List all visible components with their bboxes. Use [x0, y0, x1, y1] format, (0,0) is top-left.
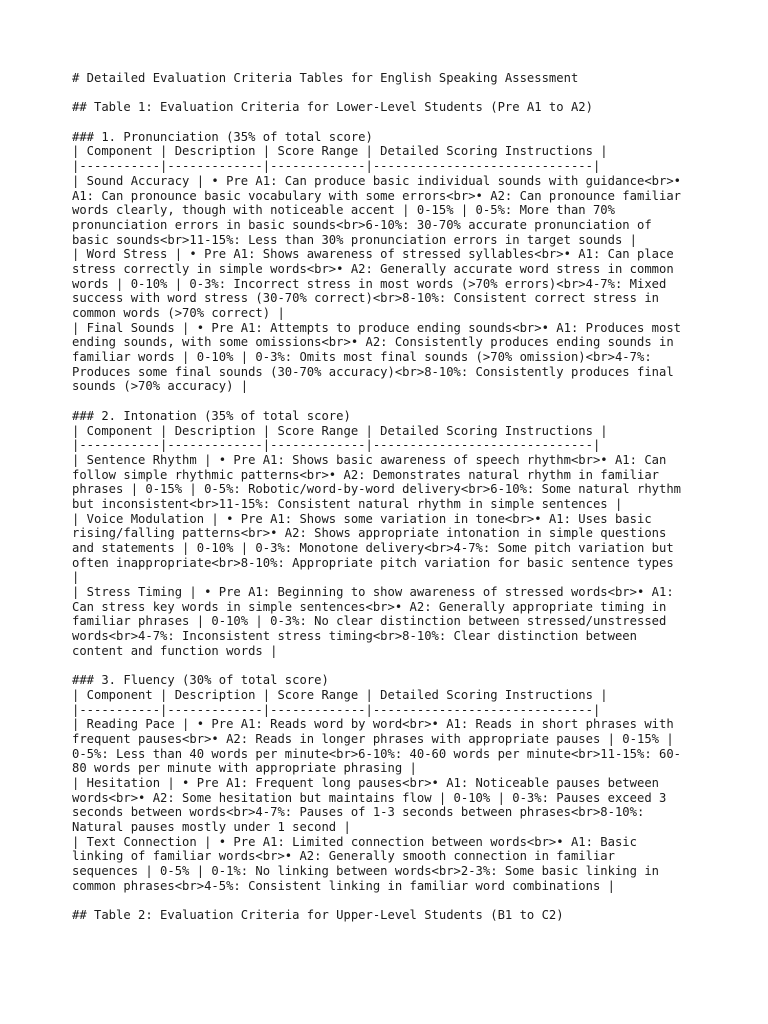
text-line: and statements | 0-10% | 0-3%: Monotone delivery<br>4-7%: Some pitch variation but: [72, 541, 674, 555]
text-line: | Sound Accuracy | • Pre A1: Can produce basic individual sounds with guidance<br>•: [72, 173, 682, 188]
text-line: | Hesitation | • Pre A1: Frequent long pauses<br>• A1: Noticeable pauses between: [72, 776, 659, 790]
blank-line: [72, 115, 702, 130]
table-heading: ## Table 2: Evaluation Criteria for Upper-Level Students (B1 to C2): [72, 908, 564, 923]
section-heading: ### 1. Pronunciation (35% of total score): [72, 129, 373, 144]
text-line: Natural pauses mostly under 1 second |: [72, 820, 351, 835]
text-line: basic sounds<br>11-15%: Less than 30% pronunciation errors in target sounds |: [72, 232, 637, 247]
text-line: ending sounds, with some omissions<br>• A2: Consistently produces ending sounds in: [72, 335, 674, 350]
blank-line: [72, 394, 702, 409]
table-separator: |-----------|-------------|-------------|------------------------------|: [72, 159, 601, 174]
text-line: words<br>• A2: Some hesitation but maintains flow | 0-10% | 0-3%: Pauses exceed 3: [72, 790, 667, 805]
text-line: phrases | 0-15% | 0-5%: Robotic/word-by-word delivery<br>6-10%: Some natural rhythm: [72, 482, 682, 497]
text-line: | Reading Pace | • Pre A1: Reads word by word<br>• A1: Reads in short phrases with: [72, 717, 674, 732]
text-line: follow simple rhythmic patterns<br>• A2: Demonstrates natural rhythm in familiar: [72, 467, 659, 482]
blank-line: [72, 659, 702, 674]
text-line: frequent pauses<br>• A2: Reads in longer phrases with appropriate pauses | 0-15% |: [72, 731, 674, 746]
section-heading: ### 2. Intonation (35% of total score): [72, 408, 351, 423]
text-line: sounds (>70% accuracy) |: [72, 379, 249, 394]
text-line: pronunciation errors in basic sounds<br>6-10%: 30-70% accurate pronunciation of: [72, 217, 652, 232]
table-heading: ## Table 1: Evaluation Criteria for Lower-Level Students (Pre A1 to A2): [72, 100, 593, 115]
table-header-row: | Component | Description | Score Range | Detailed Scoring Instructions |: [72, 144, 608, 159]
text-line: A1: Can pronounce basic vocabulary with some errors<br>• A2: Can pronounce familiar: [72, 188, 682, 203]
text-line: sequences | 0-5% | 0-1%: No linking between words<br>2-3%: Some basic linking in: [72, 864, 659, 879]
text-line: | Final Sounds | • Pre A1: Attempts to produce ending sounds<br>• A1: Produces most: [72, 320, 682, 335]
text-line: seconds between words<br>4-7%: Pauses of 1-3 seconds between phrases<br>8-10%:: [72, 805, 645, 820]
text-line: | Text Connection | • Pre A1: Limited connection between words<br>• A1: Basic: [72, 834, 637, 849]
document-page: [72, 71, 702, 923]
text-line: familiar phrases | 0-10% | 0-3%: No clear distinction between stressed/unstressed: [72, 614, 667, 629]
text-line: words clearly, though with noticeable accent | 0-15% | 0-5%: More than 70%: [72, 203, 615, 218]
text-line: but inconsistent<br>11-15%: Consistent natural rhythm in simple sentences |: [72, 496, 623, 511]
table-header-row: | Component | Description | Score Range | Detailed Scoring Instructions |: [72, 687, 608, 702]
text-line: | Sentence Rhythm | • Pre A1: Shows basic awareness of speech rhythm<br>• A1: Can: [72, 452, 667, 467]
text-line: familiar words | 0-10% | 0-3%: Omits most final sounds (>70% omission)<br>4-7%:: [72, 350, 652, 365]
text-line: | Voice Modulation | • Pre A1: Shows some variation in tone<br>• A1: Uses basic: [72, 511, 652, 526]
text-line: content and function words |: [72, 643, 278, 658]
text-line: 0-5%: Less than 40 words per minute<br>6-10%: 40-60 words per minute<br>11-15%: 60-: [72, 746, 682, 761]
blank-line: [72, 894, 702, 909]
section-heading: ### 3. Fluency (30% of total score): [72, 673, 329, 688]
table-separator: |-----------|-------------|-------------|------------------------------|: [72, 702, 601, 717]
text-line: words | 0-10% | 0-3%: Incorrect stress in most words (>70% errors)<br>4-7%: Mixed: [72, 276, 667, 291]
text-line: success with word stress (30-70% correct)<br>8-10%: Consistent correct stress in: [72, 291, 659, 306]
text-line: often inappropriate<br>8-10%: Appropriate pitch variation for basic sentence types: [72, 555, 674, 570]
table-separator: |-----------|-------------|-------------|------------------------------|: [72, 438, 601, 453]
text-line: Produces some final sounds (30-70% accuracy)<br>8-10%: Consistently produces final: [72, 364, 674, 379]
text-line: words<br>4-7%: Inconsistent stress timing<br>8-10%: Clear distinction between: [72, 629, 637, 644]
document-title: # Detailed Evaluation Criteria Tables for English Speaking Assessment: [72, 71, 579, 85]
text-line: | Word Stress | • Pre A1: Shows awareness of stressed syllables<br>• A1: Can place: [72, 247, 674, 262]
text-line: | Stress Timing | • Pre A1: Beginning to show awareness of stressed words<br>• A1:: [72, 585, 674, 600]
table-header-row: | Component | Description | Score Range | Detailed Scoring Instructions |: [72, 423, 608, 438]
text-line: common words (>70% correct) |: [72, 306, 285, 320]
text-line: linking of familiar words<br>• A2: Generally smooth connection in familiar: [72, 849, 615, 864]
text-line: Can stress key words in simple sentences<br>• A2: Generally appropriate timing in: [72, 599, 667, 614]
text-line: common phrases<br>4-5%: Consistent linking in familiar word combinations |: [72, 878, 615, 893]
text-line: rising/falling patterns<br>• A2: Shows appropriate intonation in simple questions: [72, 526, 667, 541]
blank-line: [72, 86, 702, 101]
text-line: 80 words per minute with appropriate phrasing |: [72, 761, 417, 776]
text-line: stress correctly in simple words<br>• A2: Generally accurate word stress in common: [72, 261, 674, 276]
text-line: |: [72, 570, 80, 585]
